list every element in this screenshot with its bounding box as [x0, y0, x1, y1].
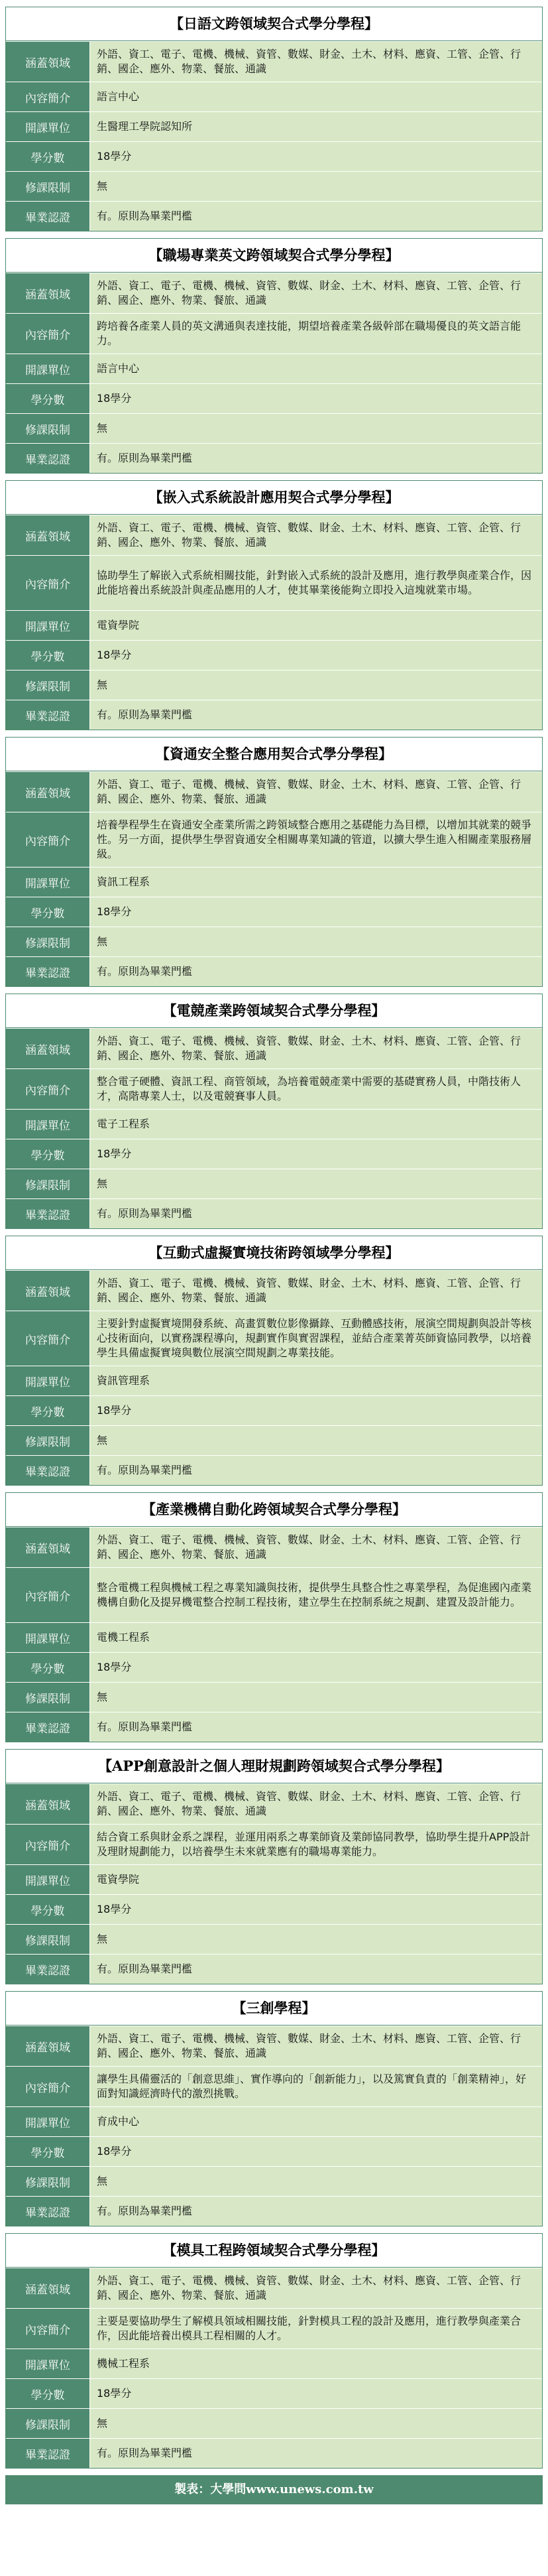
row-unit: [6, 1109, 542, 1139]
cert-value: 有。原則為畢業門檻: [90, 1712, 542, 1742]
row-credits: [6, 897, 542, 927]
credits-label: 學分數: [6, 2137, 90, 2166]
unit-label: 開課單位: [6, 1623, 90, 1652]
scope-label: 涵蓋領域: [6, 515, 90, 555]
row-cert: [6, 443, 542, 473]
row-intro: [6, 812, 542, 867]
program-block: [5, 1749, 543, 1984]
cert-value: 有。原則為畢業門檻: [90, 2439, 542, 2468]
scope-value: 外語、資工、電子、電機、機械、資管、數媒、財金、土木、材料、應資、工管、企管、行銷、國企、應外、物業、餐旅、通識: [90, 2268, 542, 2308]
unit-label: 開課單位: [6, 2107, 90, 2136]
cert-value: 有。原則為畢業門檻: [90, 2197, 542, 2226]
scope-value: 外語、資工、電子、電機、機械、資管、數媒、財金、土木、材料、應資、工管、企管、行銷、國企、應外、物業、餐旅、通識: [90, 1029, 542, 1068]
program-block: [5, 737, 543, 987]
row-unit: [6, 2349, 542, 2378]
intro-value: 讓學生具備靈活的「創意思維」、實作導向的「創新能力」，以及篤實負責的「創業精神」，好面對知識經濟時代的激烈挑戰。: [90, 2067, 542, 2106]
unit-value: 語言中心: [90, 354, 542, 383]
program-block: [5, 480, 543, 730]
limit-value: 無: [90, 2167, 542, 2196]
row-scope: [6, 1527, 542, 1567]
row-credits: [6, 383, 542, 413]
intro-value: 主要是要協助學生了解模具領域相關技能，針對模具工程的設計及應用，進行教學與產業合作，因此能培養出模具工程相關的人才。: [90, 2309, 542, 2349]
scope-value: 外語、資工、電子、電機、機械、資管、數媒、財金、土木、材料、應資、工管、企管、行銷、國企、應外、物業、餐旅、通識: [90, 2026, 542, 2066]
program-title: 【模具工程跨領域契合式學分學程】: [6, 2234, 542, 2268]
limit-value: 無: [90, 172, 542, 201]
intro-value: 跨培養各產業人員的英文溝通與表達技能，期望培養產業各級幹部在職場優良的英文語言能力。: [90, 314, 542, 354]
intro-value: 協助學生了解嵌入式系統相關技能，針對嵌入式系統的設計及應用，進行教學與產業合作，因此能培養出系統設計與產品應用的人才，使其畢業後能夠立即投入這塊就業市場。: [90, 556, 542, 610]
cert-label: 畢業認證: [6, 1955, 90, 1984]
program-block: [5, 994, 543, 1229]
unit-value: 資訊工程系: [90, 868, 542, 897]
footer-credit: 製表：大學問www.unews.com.tw: [5, 2475, 543, 2504]
scope-label: 涵蓋領域: [6, 42, 90, 82]
unit-label: 開課單位: [6, 354, 90, 383]
unit-value: 機械工程系: [90, 2349, 542, 2378]
row-cert: [6, 2438, 542, 2468]
unit-value: 電子工程系: [90, 1110, 542, 1139]
row-limit: [6, 1924, 542, 1954]
unit-value: 育成中心: [90, 2107, 542, 2136]
row-scope: [6, 1783, 542, 1824]
row-credits: [6, 640, 542, 670]
cert-value: 有。原則為畢業門檻: [90, 957, 542, 986]
intro-value: 整合電機工程與機械工程之專業知識與技術，提供學生具整合性之專業學程，為促進國內產業機構自動化及提昇機電整合控制工程技術，建立學生在控制系統之規劃、建置及設計能力。: [90, 1568, 542, 1622]
row-limit: [6, 1425, 542, 1455]
limit-label: 修課限制: [6, 1683, 90, 1712]
program-block: [5, 7, 543, 231]
cert-value: 有。原則為畢業門檻: [90, 1199, 542, 1228]
credits-value: 18學分: [90, 1396, 542, 1425]
program-title: 【資通安全整合應用契合式學分學程】: [6, 738, 542, 771]
credits-value: 18學分: [90, 2137, 542, 2166]
credits-label: 學分數: [6, 1396, 90, 1425]
intro-value: 整合電子硬體、資訊工程、商管領域，為培養電競產業中需要的基礎實務人員，中階技術人才，高階專業人士，以及電競賽事人員。: [90, 1069, 542, 1109]
row-credits: [6, 2136, 542, 2166]
intro-label: 內容簡介: [6, 812, 90, 867]
limit-value: 無: [90, 1925, 542, 1954]
scope-label: 涵蓋領域: [6, 1784, 90, 1824]
credits-label: 學分數: [6, 384, 90, 413]
row-scope: [6, 1028, 542, 1068]
row-unit: [6, 354, 542, 383]
scope-label: 涵蓋領域: [6, 1029, 90, 1068]
limit-label: 修課限制: [6, 1925, 90, 1954]
unit-label: 開課單位: [6, 868, 90, 897]
cert-label: 畢業認證: [6, 444, 90, 473]
row-cert: [6, 1954, 542, 1984]
cert-label: 畢業認證: [6, 202, 90, 231]
intro-value: 語言中心: [90, 82, 542, 111]
limit-label: 修課限制: [6, 927, 90, 956]
program-title: 【APP創意設計之個人理財規劃跨領域契合式學分學程】: [6, 1750, 542, 1783]
intro-label: 內容簡介: [6, 1311, 90, 1366]
intro-value: 培養學程學生在資通安全產業所需之跨領域整合應用之基礎能力為目標，以增加其就業的競爭性。另一方面，提供學生學習資通安全相關專業知識的管道，以擴大學生進入相關產業服務層級。: [90, 812, 542, 867]
unit-value: 電機工程系: [90, 1623, 542, 1652]
row-intro: [6, 1567, 542, 1622]
credits-label: 學分數: [6, 897, 90, 927]
credits-value: 18學分: [90, 1895, 542, 1924]
program-list: [5, 7, 543, 2469]
unit-label: 開課單位: [6, 2349, 90, 2378]
row-limit: [6, 670, 542, 700]
program-title: 【三創學程】: [6, 1992, 542, 2026]
row-credits: [6, 2378, 542, 2408]
intro-value: 主要針對虛擬實境開發系統、高畫質數位影像攝錄、互動體感技術，展演空間規劃與設計等核心技術面向，以實務課程導向，規劃實作與實習課程，並結合產業菁英師資協同教學，以培養學生具備虛擬實境與數位展演空間規劃之專業技能。: [90, 1311, 542, 1366]
limit-label: 修課限制: [6, 1426, 90, 1455]
cert-label: 畢業認證: [6, 2197, 90, 2226]
row-credits: [6, 1894, 542, 1924]
row-unit: [6, 610, 542, 640]
row-limit: [6, 927, 542, 956]
credits-value: 18學分: [90, 897, 542, 927]
credits-label: 學分數: [6, 142, 90, 171]
limit-label: 修課限制: [6, 2409, 90, 2438]
unit-label: 開課單位: [6, 1110, 90, 1139]
scope-label: 涵蓋領域: [6, 772, 90, 812]
cert-label: 畢業認證: [6, 957, 90, 986]
scope-value: 外語、資工、電子、電機、機械、資管、數媒、財金、土木、材料、應資、工管、企管、行銷、國企、應外、物業、餐旅、通識: [90, 772, 542, 812]
unit-value: 電資學院: [90, 611, 542, 640]
limit-label: 修課限制: [6, 2167, 90, 2196]
unit-value: 資訊管理系: [90, 1366, 542, 1395]
intro-label: 內容簡介: [6, 1069, 90, 1109]
program-block: [5, 1492, 543, 1742]
row-intro: [6, 2308, 542, 2349]
limit-value: 無: [90, 671, 542, 700]
row-scope: [6, 41, 542, 82]
unit-label: 開課單位: [6, 611, 90, 640]
credits-value: 18學分: [90, 641, 542, 670]
program-title: 【日語文跨領域契合式學分學程】: [6, 7, 542, 41]
scope-value: 外語、資工、電子、電機、機械、資管、數媒、財金、土木、材料、應資、工管、企管、行銷、國企、應外、物業、餐旅、通識: [90, 1527, 542, 1567]
limit-value: 無: [90, 1683, 542, 1712]
program-block: [5, 238, 543, 474]
row-intro: [6, 1311, 542, 1366]
cert-value: 有。原則為畢業門檻: [90, 1456, 542, 1485]
row-scope: [6, 771, 542, 812]
scope-value: 外語、資工、電子、電機、機械、資管、數媒、財金、土木、材料、應資、工管、企管、行銷、國企、應外、物業、餐旅、通識: [90, 273, 542, 313]
row-credits: [6, 1395, 542, 1425]
intro-label: 內容簡介: [6, 314, 90, 354]
row-credits: [6, 1652, 542, 1682]
credits-value: 18學分: [90, 384, 542, 413]
intro-label: 內容簡介: [6, 2067, 90, 2106]
scope-label: 涵蓋領域: [6, 273, 90, 313]
row-cert: [6, 956, 542, 986]
cert-value: 有。原則為畢業門檻: [90, 700, 542, 730]
row-scope: [6, 515, 542, 555]
intro-label: 內容簡介: [6, 2309, 90, 2349]
scope-label: 涵蓋領域: [6, 1271, 90, 1311]
limit-value: 無: [90, 1426, 542, 1455]
cert-label: 畢業認證: [6, 1199, 90, 1228]
program-title: 【電競產業跨領域契合式學分學程】: [6, 994, 542, 1028]
unit-label: 開課單位: [6, 1366, 90, 1395]
row-cert: [6, 700, 542, 730]
row-unit: [6, 1366, 542, 1395]
intro-label: 內容簡介: [6, 1825, 90, 1864]
scope-value: 外語、資工、電子、電機、機械、資管、數媒、財金、土木、材料、應資、工管、企管、行銷、國企、應外、物業、餐旅、通識: [90, 515, 542, 555]
program-block: [5, 1991, 543, 2226]
cert-label: 畢業認證: [6, 700, 90, 730]
row-unit: [6, 2106, 542, 2136]
row-scope: [6, 1270, 542, 1311]
row-limit: [6, 2166, 542, 2196]
intro-label: 內容簡介: [6, 556, 90, 610]
cert-label: 畢業認證: [6, 2439, 90, 2468]
row-limit: [6, 171, 542, 201]
scope-label: 涵蓋領域: [6, 1527, 90, 1567]
credits-label: 學分數: [6, 1139, 90, 1169]
row-limit: [6, 1169, 542, 1198]
credits-value: 18學分: [90, 142, 542, 171]
scope-value: 外語、資工、電子、電機、機械、資管、數媒、財金、土木、材料、應資、工管、企管、行銷、國企、應外、物業、餐旅、通識: [90, 1784, 542, 1824]
limit-label: 修課限制: [6, 414, 90, 443]
limit-label: 修課限制: [6, 1169, 90, 1198]
cert-label: 畢業認證: [6, 1712, 90, 1742]
cert-label: 畢業認證: [6, 1456, 90, 1485]
limit-value: 無: [90, 1169, 542, 1198]
row-cert: [6, 1712, 542, 1742]
cert-value: 有。原則為畢業門檻: [90, 202, 542, 231]
row-credits: [6, 141, 542, 171]
unit-label: 開課單位: [6, 112, 90, 141]
row-scope: [6, 2268, 542, 2308]
row-limit: [6, 1682, 542, 1712]
row-unit: [6, 867, 542, 897]
row-scope: [6, 2026, 542, 2066]
row-intro: [6, 555, 542, 610]
row-scope: [6, 273, 542, 313]
unit-label: 開課單位: [6, 1865, 90, 1894]
credits-label: 學分數: [6, 1653, 90, 1682]
credits-value: 18學分: [90, 1653, 542, 1682]
cert-value: 有。原則為畢業門檻: [90, 444, 542, 473]
limit-value: 無: [90, 927, 542, 956]
row-intro: [6, 313, 542, 354]
intro-label: 內容簡介: [6, 82, 90, 111]
program-block: [5, 1236, 543, 1486]
limit-label: 修課限制: [6, 172, 90, 201]
row-intro: [6, 82, 542, 111]
row-unit: [6, 1864, 542, 1894]
limit-value: 無: [90, 2409, 542, 2438]
program-block: [5, 2233, 543, 2469]
row-intro: [6, 1824, 542, 1864]
credits-value: 18學分: [90, 2379, 542, 2408]
program-title: 【產業機構自動化跨領域契合式學分學程】: [6, 1493, 542, 1527]
credits-value: 18學分: [90, 1139, 542, 1169]
row-credits: [6, 1139, 542, 1169]
program-title: 【職場專業英文跨領域契合式學分學程】: [6, 239, 542, 273]
limit-label: 修課限制: [6, 671, 90, 700]
credits-label: 學分數: [6, 2379, 90, 2408]
row-cert: [6, 2196, 542, 2226]
scope-label: 涵蓋領域: [6, 2026, 90, 2066]
cert-value: 有。原則為畢業門檻: [90, 1955, 542, 1984]
row-cert: [6, 1198, 542, 1228]
row-intro: [6, 1068, 542, 1109]
row-intro: [6, 2066, 542, 2106]
row-unit: [6, 111, 542, 141]
row-unit: [6, 1622, 542, 1652]
row-limit: [6, 413, 542, 443]
program-title: 【嵌入式系統設計應用契合式學分學程】: [6, 481, 542, 515]
unit-value: 生醫理工學院認知所: [90, 112, 542, 141]
limit-value: 無: [90, 414, 542, 443]
row-cert: [6, 1455, 542, 1485]
program-title: 【互動式虛擬實境技術跨領域學分學程】: [6, 1236, 542, 1270]
unit-value: 電資學院: [90, 1865, 542, 1894]
credits-label: 學分數: [6, 1895, 90, 1924]
scope-value: 外語、資工、電子、電機、機械、資管、數媒、財金、土木、材料、應資、工管、企管、行銷、國企、應外、物業、餐旅、通識: [90, 42, 542, 82]
row-limit: [6, 2408, 542, 2438]
scope-value: 外語、資工、電子、電機、機械、資管、數媒、財金、土木、材料、應資、工管、企管、行銷、國企、應外、物業、餐旅、通識: [90, 1271, 542, 1311]
credits-label: 學分數: [6, 641, 90, 670]
scope-label: 涵蓋領域: [6, 2268, 90, 2308]
intro-label: 內容簡介: [6, 1568, 90, 1622]
intro-value: 結合資工系與財金系之課程，並運用兩系之專業師資及業師協同教學，協助學生提升APP設計及理財規劃能力，以培養學生未來就業應有的職場專業能力。: [90, 1825, 542, 1864]
row-cert: [6, 201, 542, 231]
